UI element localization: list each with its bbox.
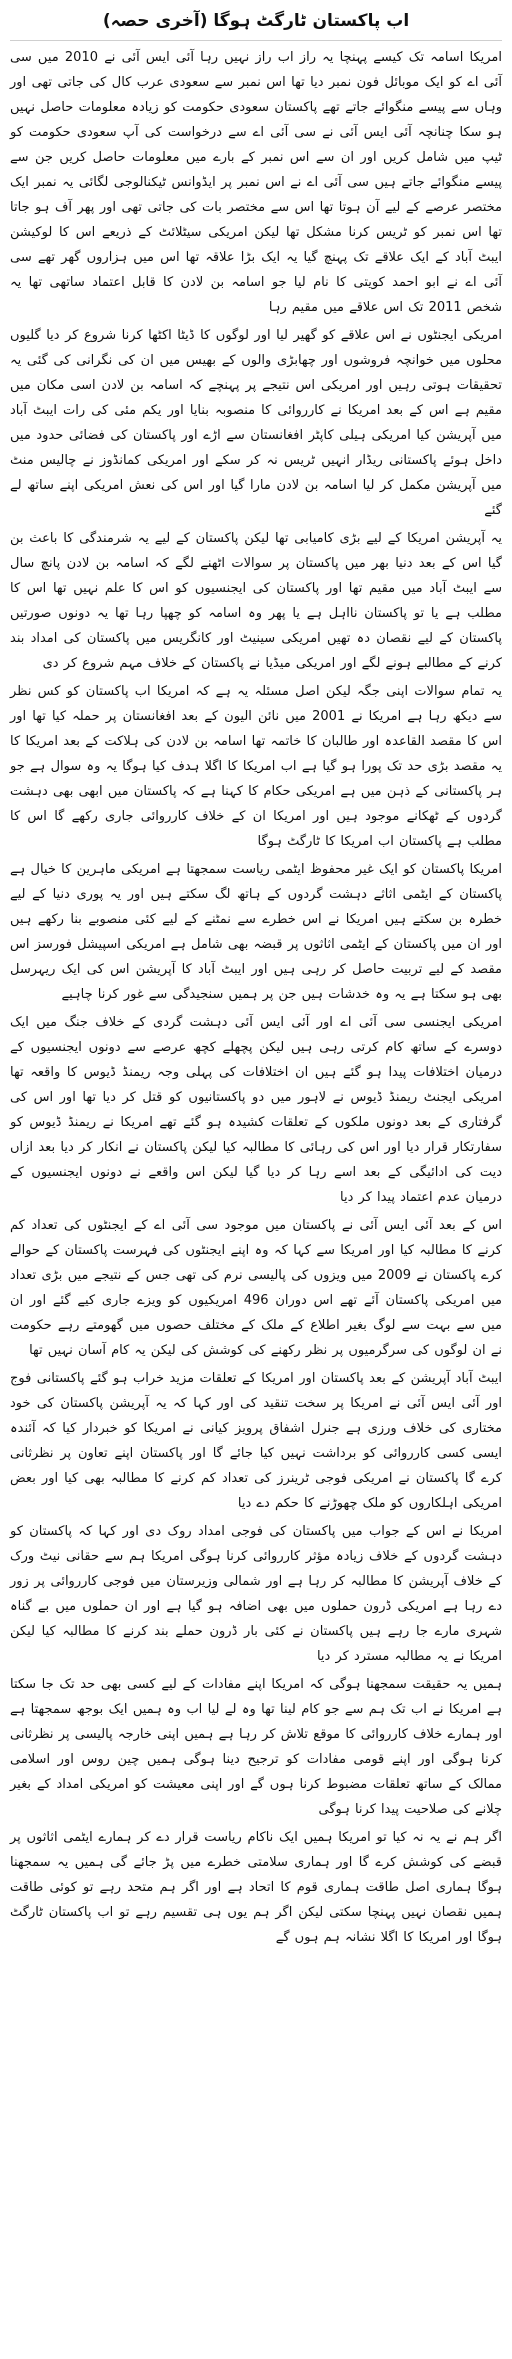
- article-paragraph: یہ آپریشن امریکا کے لیے بڑی کامیابی تھا لیکن پاکستان کے لیے یہ شرمندگی کا باعث بن گیا اس کے بعد دنیا بھر میں پاکستان پر سوالات اٹھنے لگے کہ اسامہ بن لادن پانچ سال سے ایبٹ آباد میں مقیم تھا اور پاکستان کی ایجنسیوں کو اس کا علم نہیں تھا اس کا مطلب ہے یا تو پاکستان نااہل ہے یا پھر وہ اسامہ کو چھپا رہا تھا یہ دونوں صورتیں پاکستان کے لیے نقصان دہ تھیں امریکی سینیٹ اور کانگریس میں پاکستان کی امداد بند کرنے کے مطالبے ہونے لگے اور امریکی میڈیا نے پاکستان کے خلاف مہم شروع کر دی: [10, 531, 502, 671]
- article-paragraph: امریکا نے اس کے جواب میں پاکستان کی فوجی امداد روک دی اور کہا کہ پاکستان کو دہشت گردوں کے خلاف زیادہ مؤثر کارروائی کرنا ہوگی امریکا ہم سے حقانی نیٹ ورک کے خلاف آپریشن کا مطالبہ کر رہا ہے اور شمالی وزیرستان میں فوجی کارروائی پر زور دے رہا ہے امریکی ڈرون حملوں میں بھی اضافہ ہو گیا ہے اور ان حملوں میں بے گناہ شہری مارے جا رہے ہیں پاکستان نے کئی بار ڈرون حملے بند کرنے کا مطالبہ کیا لیکن امریکا نے یہ مطالبہ مسترد کر دیا: [10, 1524, 502, 1664]
- article-paragraph: امریکی ایجنٹوں نے اس علاقے کو گھیر لیا اور لوگوں کا ڈیٹا اکٹھا کرنا شروع کر دیا گلیوں محلوں میں خوانچہ فروشوں اور چھابڑی والوں کے بھیس میں ان کی نگرانی کی گئی یہ تحقیقات ہوتی رہیں اور امریکی اس نتیجے پر پہنچے کہ اسامہ بن لادن اسی مکان میں مقیم ہے اس کے بعد امریکا نے کارروائی کا منصوبہ بنایا اور یکم مئی کی رات ایبٹ آباد میں آپریشن کیا امریکی ہیلی کاپٹر افغانستان سے اڑے اور پاکستان کی فضائی حدود میں داخل ہوئے پاکستانی ریڈار انہیں ٹریس نہ کر سکے اور امریکی کمانڈوز نے چالیس منٹ میں آپریشن مکمل کر لیا اسامہ بن لادن مارا گیا اور اس کی نعش امریکی اپنے ساتھ لے گئے: [10, 328, 502, 518]
- article-headline: اب پاکستان ٹارگٹ ہوگا (آخری حصہ): [10, 6, 502, 41]
- article-paragraph: اس کے بعد آئی ایس آئی نے پاکستان میں موجود سی آئی اے کے ایجنٹوں کی تعداد کم کرنے کا مطالبہ کیا اور امریکا سے کہا کہ وہ اپنے ایجنٹوں کی فہرست پاکستان کے حوالے کرے پاکستان نے 2009 میں ویزوں کی پالیسی نرم کی تھی جس کے نتیجے میں بڑی تعداد میں امریکی پاکستان آئے تھے اس دوران 496 امریکیوں کو ویزے جاری کیے گئے اور ان میں سے بہت سے لوگ بغیر اطلاع کے ملک کے مختلف حصوں میں گھومتے رہے حکومت نے ان لوگوں کی سرگرمیوں پر نظر رکھنے کی کوشش کی لیکن یہ کام آسان نہیں تھا: [10, 1218, 502, 1358]
- article-paragraph: ایبٹ آباد آپریشن کے بعد پاکستان اور امریکا کے تعلقات مزید خراب ہو گئے پاکستانی فوج اور آئی ایس آئی نے امریکا پر سخت تنقید کی اور کہا کہ یہ آپریشن پاکستان کی خود مختاری کی خلاف ورزی ہے جنرل اشفاق پرویز کیانی نے امریکا کو خبردار کیا کہ آئندہ ایسی کسی کارروائی کو برداشت نہیں کیا جائے گا اور پاکستان اپنے تعاون پر نظرثانی کرے گا پاکستان نے امریکی فوجی ٹرینرز کی تعداد کم کرنے کا مطالبہ بھی کیا اور بعض امریکی اہلکاروں کو ملک چھوڑنے کا حکم دے دیا: [10, 1371, 502, 1511]
- article-paragraph: امریکا پاکستان کو ایک غیر محفوظ ایٹمی ریاست سمجھتا ہے امریکی ماہرین کا خیال ہے پاکستان کے ایٹمی اثاثے دہشت گردوں کے ہاتھ لگ سکتے ہیں اور یہ پوری دنیا کے لیے خطرہ بن سکتے ہیں امریکا نے اس خطرے سے نمٹنے کے لیے کئی منصوبے بنا رکھے ہیں اور ان میں پاکستان کے ایٹمی اثاثوں پر قبضہ بھی شامل ہے امریکی اسپیشل فورسز اس مقصد کے لیے تربیت حاصل کر رہی ہیں اور ایبٹ آباد کا آپریشن اس کی ایک ریہرسل بھی ہو سکتا ہے یہ وہ خدشات ہیں جن پر ہمیں سنجیدگی سے غور کرنا چاہیے: [10, 862, 502, 1002]
- article-paragraph: ہمیں یہ حقیقت سمجھنا ہوگی کہ امریکا اپنے مفادات کے لیے کسی بھی حد تک جا سکتا ہے امریکا نے اب تک ہم سے جو کام لینا تھا وہ لے لیا اب وہ ہمیں ایک بوجھ سمجھتا ہے اور ہمارے خلاف کارروائی کا موقع تلاش کر رہا ہے ہمیں اپنی خارجہ پالیسی پر نظرثانی کرنا ہوگی اور اپنے قومی مفادات کو ترجیح دینا ہوگی ہمیں چین روس اور اسلامی ممالک کے ساتھ تعلقات مضبوط کرنا ہوں گے اور اپنی معیشت کو امریکی امداد کے بغیر چلانے کی صلاحیت پیدا کرنا ہوگی: [10, 1677, 502, 1817]
- article-paragraph: اگر ہم نے یہ نہ کیا تو امریکا ہمیں ایک ناکام ریاست قرار دے کر ہمارے ایٹمی اثاثوں پر قبضے کی کوشش کرے گا اور ہماری سلامتی خطرے میں پڑ جائے گی ہمیں یہ سمجھنا ہوگا ہماری اصل طاقت ہماری قوم کا اتحاد ہے اور اگر ہم متحد رہے تو کوئی طاقت ہمیں نقصان نہیں پہنچا سکتی لیکن اگر ہم یوں ہی تقسیم رہے تو اب پاکستان ٹارگٹ ہوگا اور امریکا کا اگلا نشانہ ہم ہوں گے: [10, 1830, 502, 1945]
- article-paragraph: امریکی ایجنسی سی آئی اے اور آئی ایس آئی دہشت گردی کے خلاف جنگ میں ایک دوسرے کے ساتھ کام کرتی رہی ہیں لیکن پچھلے کچھ عرصے سے دونوں ایجنسیوں کے درمیان اختلافات پیدا ہو گئے ہیں ان اختلافات کی پہلی وجہ ریمنڈ ڈیوس کا واقعہ تھا امریکی ایجنٹ ریمنڈ ڈیوس نے لاہور میں دو پاکستانیوں کو قتل کر دیا تھا اور اس کی گرفتاری کے بعد دونوں ملکوں کے تعلقات کشیدہ ہو گئے تھے امریکا نے ریمنڈ ڈیوس کو سفارتکار قرار دیا اور اس کی رہائی کا مطالبہ کیا لیکن پاکستان نے انکار کر دیا بعد ازاں دیت کی ادائیگی کے بعد اسے رہا کر دیا گیا لیکن اس واقعے نے دونوں ایجنسیوں کے درمیان عدم اعتماد پیدا کر دیا: [10, 1015, 502, 1205]
- article-paragraph: یہ تمام سوالات اپنی جگہ لیکن اصل مسئلہ یہ ہے کہ امریکا اب پاکستان کو کس نظر سے دیکھ رہا ہے امریکا نے 2001 میں نائن الیون کے بعد افغانستان پر حملہ کیا تھا اور اس کا مقصد القاعدہ اور طالبان کا خاتمہ تھا اسامہ بن لادن کی ہلاکت کے بعد امریکا کا یہ مقصد بڑی حد تک پورا ہو گیا ہے اب امریکا کا اگلا ہدف کیا ہوگا یہ وہ سوال ہے جو ہر پاکستانی کے ذہن میں ہے امریکی حکام کا کہنا ہے کہ پاکستان میں ابھی بھی دہشت گردوں کے ٹھکانے موجود ہیں اور امریکا ان کے خلاف کارروائی جاری رکھے گا اس کا مطلب ہے پاکستان اب امریکا کا ٹارگٹ ہوگا: [10, 684, 503, 849]
- article-paragraph: امریکا اسامہ تک کیسے پہنچا یہ راز اب راز نہیں رہا آئی ایس آئی نے 2010 میں سی آئی اے کو ایک موبائل فون نمبر دیا تھا اس نمبر سے سعودی عرب کال کی جاتی تھی اور وہاں سے پیسے منگوائے جاتے تھے پاکستان سعودی حکومت کو زیادہ معلومات حاصل نہیں ہو سکا چنانچہ آئی ایس آئی نے سی آئی اے سے درخواست کی آپ سعودی حکومت کو ٹیپ میں شامل کریں اور ان سے اس نمبر کے بارے میں معلومات حاصل کریں جن سے پیسے منگوائے جاتے ہیں سی آئی اے نے اس نمبر پر ایڈوانس ٹیکنالوجی لگائی یہ نمبر ایک مختصر عرصے کے لیے آن ہوتا تھا اس سے مختصر بات کی جاتی تھی اور پھر آف ہو جاتا تھا اس نمبر کو ٹریس کرنا مشکل تھا لیکن امریکی سیٹلائٹ کے ذریعے اس کا لوکیشن ایبٹ آباد کے ایک علاقے تک پہنچ گیا یہ ایک بڑا علاقہ تھا اس میں ہزاروں گھر تھے سی آئی اے نے ابو احمد کویتی کا نام لیا جو اسامہ بن لادن کا قابل اعتماد ساتھی تھا یہ شخص 2011 تک اس علاقے میں مقیم رہا: [10, 50, 502, 315]
- article-body: [10, 45, 502, 1950]
